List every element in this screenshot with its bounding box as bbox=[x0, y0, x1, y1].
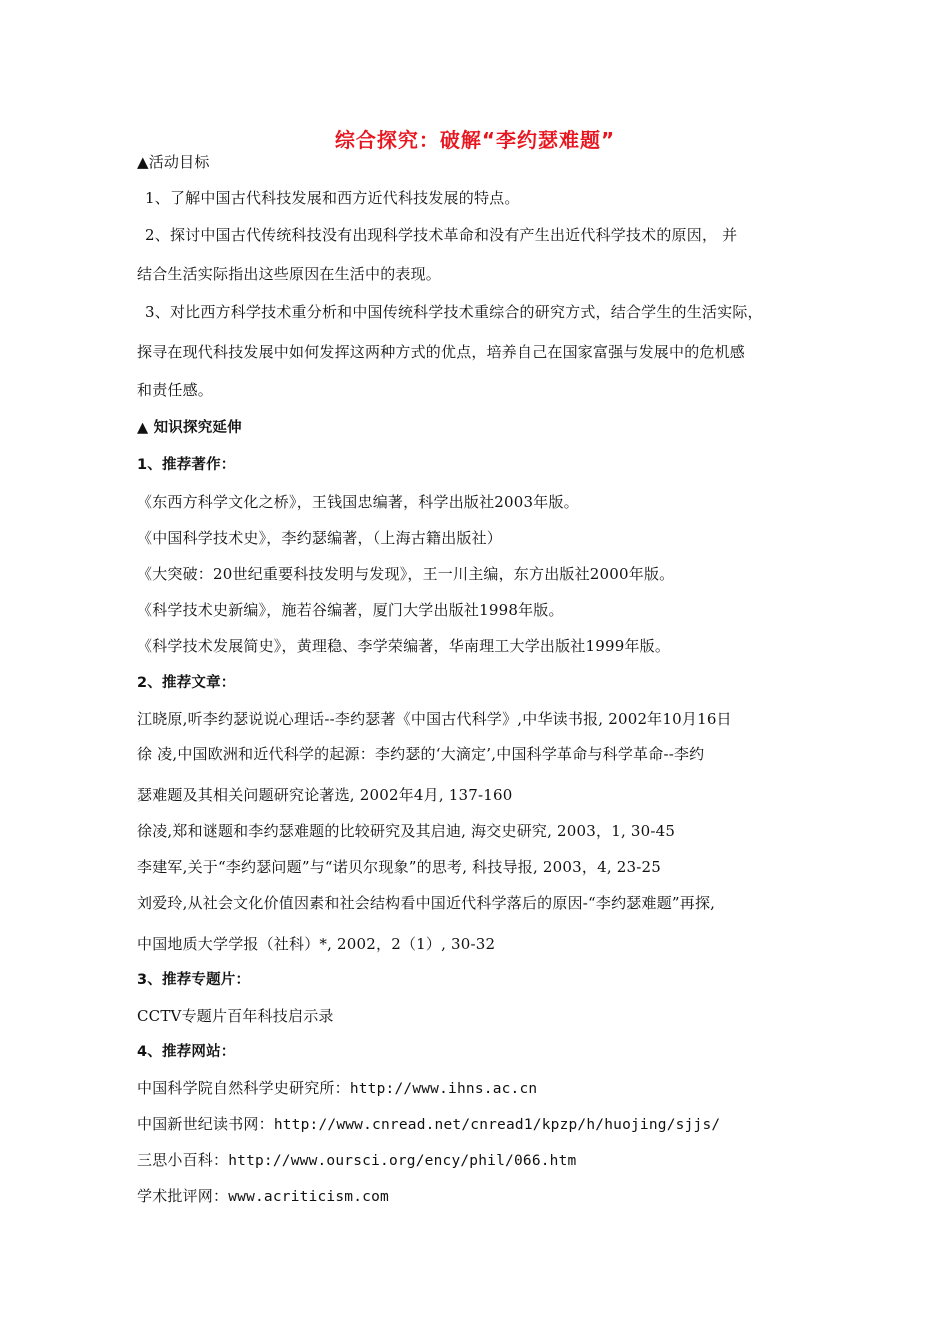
website-item bbox=[137, 1150, 576, 1171]
goal-item-2: 2、探讨中国古代传统科技没有出现科学技术革命和没有产生出近代科学技术的原因， 并 bbox=[145, 226, 738, 244]
website-item bbox=[137, 1114, 720, 1135]
book-item: 《科学技术史新编》，施若谷编著，厦门大学出版社1998年版。 bbox=[137, 601, 564, 619]
article-item: 江晓原,听李约瑟说说心理话--李约瑟著《中国古代科学》,中华读书报, 2002年10月16日 bbox=[137, 710, 732, 728]
goal-item-3: 3、对比西方科学技术重分析和中国传统科学技术重综合的研究方式，结合学生的生活实际， bbox=[145, 303, 763, 321]
website-label: 中国科学院自然科学史研究所： bbox=[137, 1079, 350, 1097]
website-label: 中国新世纪读书网： bbox=[137, 1115, 274, 1133]
subheading-websites: 4、推荐网站： bbox=[137, 1044, 236, 1060]
website-item bbox=[137, 1186, 389, 1207]
section-heading-goals: ▲活动目标 bbox=[137, 153, 210, 171]
website-label: 三思小百科： bbox=[137, 1151, 229, 1169]
website-item bbox=[137, 1078, 537, 1099]
website-url[interactable]: http://www.ihns.ac.cn bbox=[349, 1081, 538, 1097]
article-item-cont: 中国地质大学学报（社科）*, 2002，2（1）, 30-32 bbox=[137, 935, 496, 953]
book-item: 《东西方科学文化之桥》，王钱国忠编著，科学出版社2003年版。 bbox=[137, 493, 579, 511]
section-heading-extension: ▲ 知识探究延伸 bbox=[137, 420, 242, 436]
goal-item-2-cont: 结合生活实际指出这些原因在生活中的表现。 bbox=[137, 265, 442, 283]
article-item: 李建军,关于“李约瑟问题”与“诺贝尔现象”的思考, 科技导报, 2003，4, 23-25 bbox=[137, 858, 662, 876]
article-item-cont: 瑟难题及其相关问题研究论著选, 2002年4月, 137-160 bbox=[137, 786, 513, 804]
subheading-books: 1、推荐著作： bbox=[137, 457, 236, 473]
goal-item-1: 1、了解中国古代科技发展和西方近代科技发展的特点。 bbox=[145, 189, 520, 207]
subheading-articles: 2、推荐文章： bbox=[137, 675, 236, 691]
article-item: 徐凌,郑和谜题和李约瑟难题的比较研究及其启迪, 海交史研究, 2003，1, 30-45 bbox=[137, 822, 676, 840]
book-item: 《科学技术发展简史》，黄理稳、李学荣编著，华南理工大学出版社1999年版。 bbox=[137, 637, 671, 655]
website-url[interactable]: www.acriticism.com bbox=[228, 1189, 389, 1205]
goal-item-3-cont: 探寻在现代科技发展中如何发挥这两种方式的优点，培养自己在国家富强与发展中的危机感 bbox=[137, 343, 746, 361]
article-item: 刘爱玲,从社会文化价值因素和社会结构看中国近代科学落后的原因-“李约瑟难题”再探, bbox=[137, 894, 716, 912]
website-label: 学术批评网： bbox=[137, 1187, 229, 1205]
website-url[interactable]: http://www.cnread.net/cnread1/kpzp/h/huojing/sjjs/ bbox=[273, 1117, 721, 1133]
book-item: 《中国科学技术史》，李约瑟编著，（上海古籍出版社） bbox=[137, 529, 503, 547]
article-item: 徐 凌,中国欧洲和近代科学的起源：李约瑟的‘大滴定’,中国科学革命与科学革命--李约 bbox=[137, 745, 705, 763]
page-title: 综合探究：破解“李约瑟难题” bbox=[334, 128, 616, 152]
subheading-films: 3、推荐专题片： bbox=[137, 972, 251, 988]
film-item: CCTV专题片百年科技启示录 bbox=[137, 1007, 334, 1025]
goal-item-3-cont2: 和责任感。 bbox=[137, 381, 214, 399]
website-url[interactable]: http://www.oursci.org/ency/phil/066.htm bbox=[228, 1153, 577, 1169]
book-item: 《大突破：20世纪重要科技发明与发现》，王一川主编，东方出版社2000年版。 bbox=[137, 565, 675, 583]
